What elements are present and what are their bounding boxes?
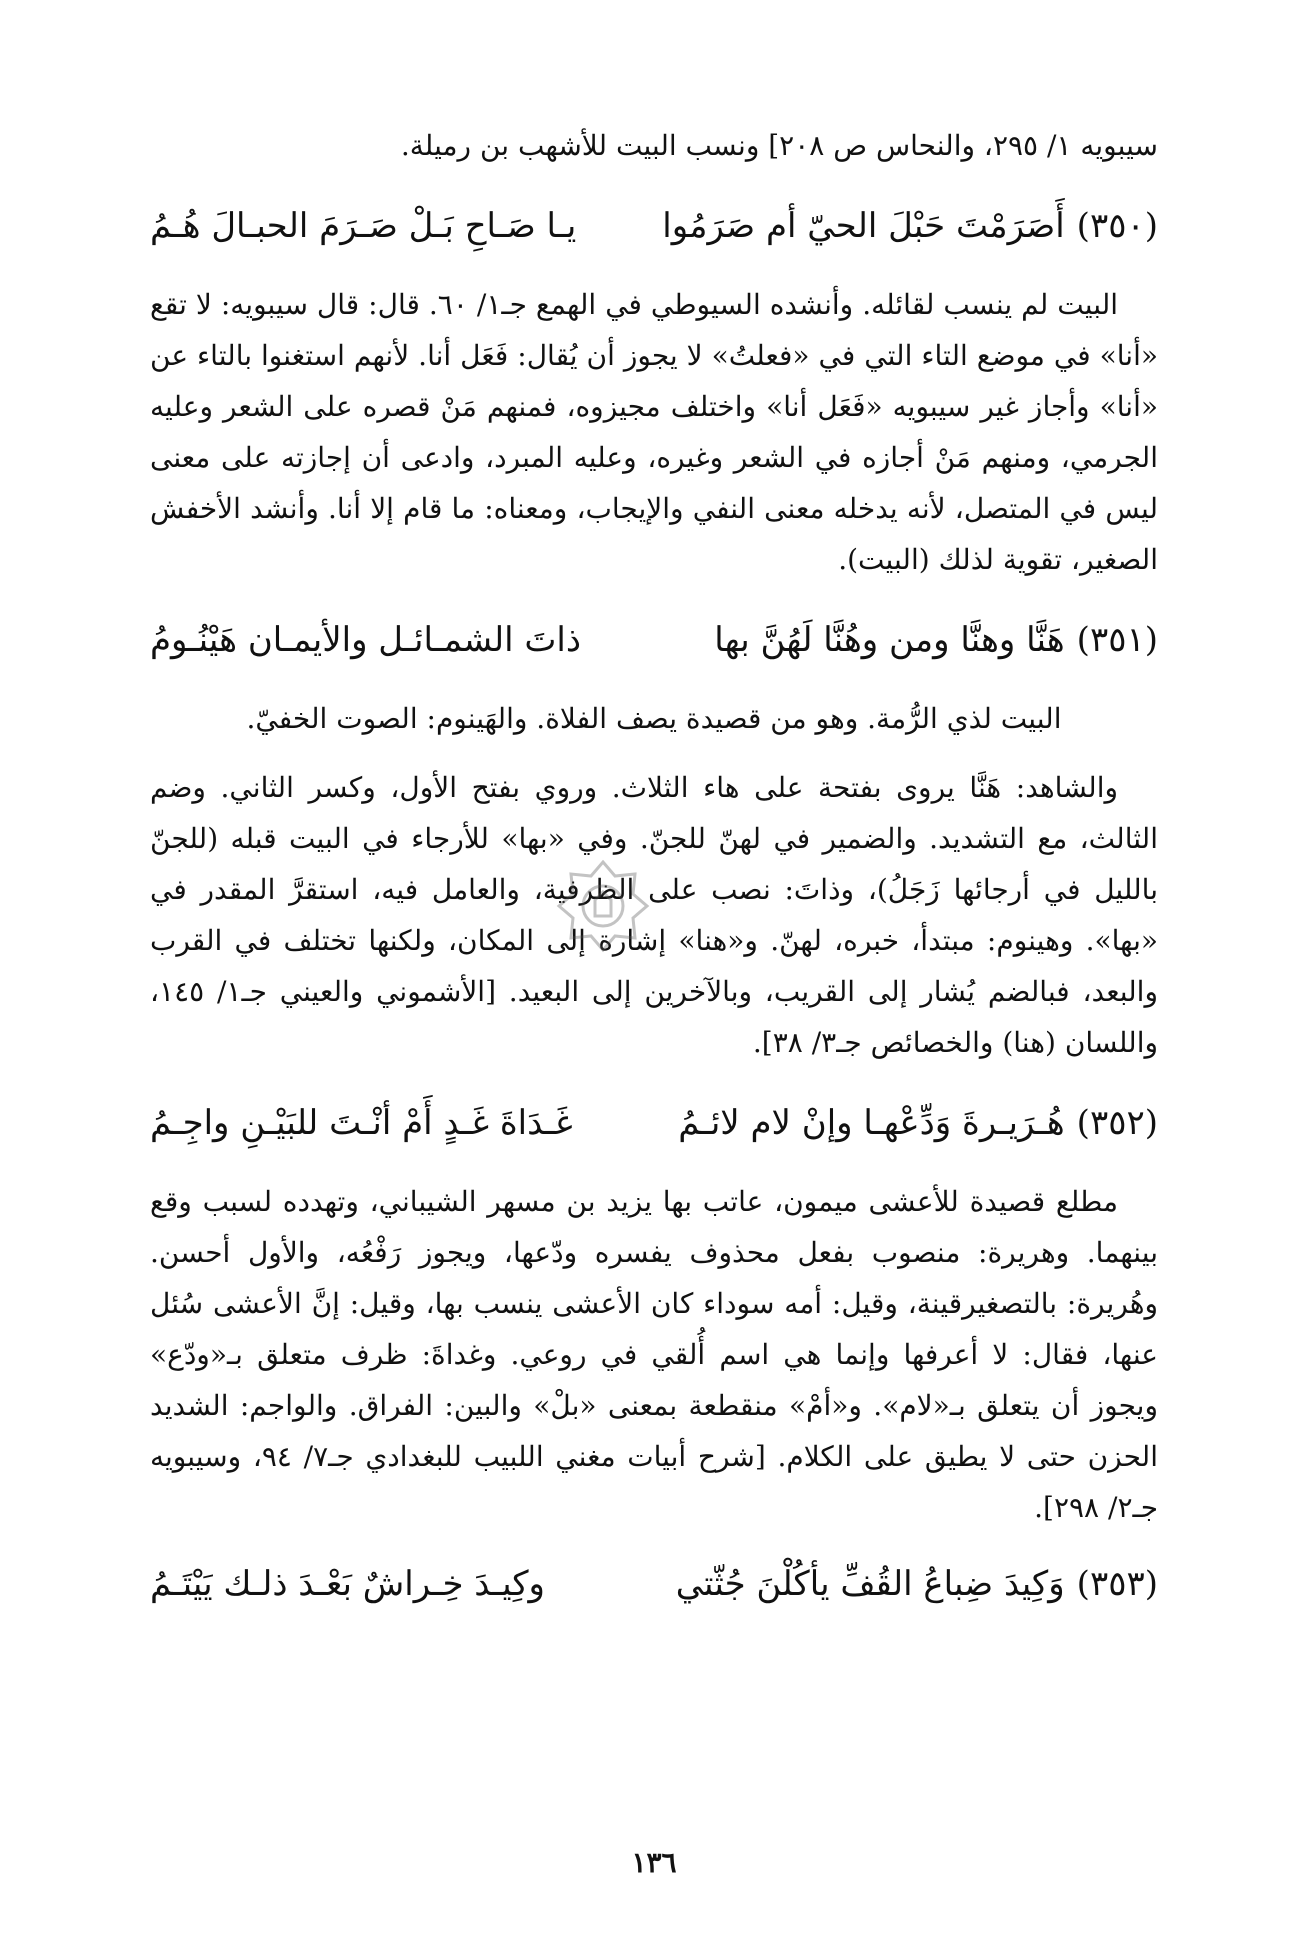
- verse-353-hemistich-2: وكِيـدَ خِـراشٌ بَعْـدَ ذلـك يَيْتَـمُ: [150, 1564, 545, 1604]
- verse-number: (٣٥٣): [1076, 1564, 1158, 1604]
- verse-number: (٣٥٢): [1076, 1103, 1158, 1143]
- verse-352-hemistich-1: (٣٥٢)هُـرَيـرةَ وَدِّعْهـا وإنْ لام لائـمُ: [678, 1103, 1158, 1143]
- verse-352: [150, 1098, 1158, 1148]
- verse-350-hemistich-1: (٣٥٠)أَصَرَمْتَ حَبْلَ الحيّ أم صَرَمُوا: [662, 206, 1158, 246]
- verse-350-hemistich-2: يـا صَـاحِ بَـلْ صَـرَمَ الحبـالَ هُـمُ: [150, 206, 577, 246]
- commentary-352: مطلع قصيدة للأعشى ميمون، عاتب بها يزيد بن مسهر الشيباني، وتهدده لسبب وقع بينهما. وهريرة: منصوب بفعل محذوف يفسره ودّعها، ويجوز رَفْعُه، والأول أحسن. وهُريرة: بالتصغيرقينة، وقيل: أمه سوداء كان الأعشى ينسب بها، وقيل: إنَّ الأعشى سُئل عنها، فقال: لا أعرفها وإنما هي اسم أُلقي في روعي. وغداةَ: ظرف متعلق بـ«ودّع» ويجوز أن يتعلق بـ«لام». و«أمْ» منقطعة بمعنى «بلْ» والبين: الفراق. والواجم: الشديد الحزن حتى لا يطيق على الكلام. [شرح أبيات مغني اللبيب للبغدادي جـ٧/ ٩٤، وسيبويه جـ٢/ ٢٩٨].: [150, 1185, 1158, 1524]
- page-number: ١٣٦: [631, 1846, 677, 1879]
- commentary-350: البيت لم ينسب لقائله. وأنشده السيوطي في الهمع جـ١/ ٦٠. قال: قال سيبويه: لا تقع «أنا» في موضع التاء التي في «فعلتُ» لا يجوز أن يُقال: فَعَل أنا. لأنهم استغنوا بالتاء عن «أنا» وأجاز غير سيبويه «فَعَل أنا» واختلف مجيزوه، فمنهم مَنْ قصره على الشعر وعليه الجرمي، ومنهم مَنْ أجازه في الشعر وغيره، وعليه المبرد، وادعى أن إجازته على معنى ليس في المتصل، لأنه يدخله معنى النفي والإيجاب، ومعناه: ما قام إلا أنا. وأنشد الأخفش الصغير، تقوية لذلك (البيت).: [150, 288, 1158, 576]
- verse-351-hemistich-2: ذاتَ الشمـائـل والأيمـان هَيْنُـومُ: [150, 620, 581, 660]
- library-seal-icon: [555, 858, 651, 954]
- verse-351: [150, 615, 1158, 665]
- commentary-351-attribution: البيت لذي الرُّمة. وهو من قصيدة يصف الفلاة. والهَينوم: الصوت الخفيّ.: [246, 702, 1062, 735]
- verse-number: (٣٥١): [1076, 620, 1158, 660]
- top-footnote: سيبويه ١/ ٢٩٥، والنحاس ص ٢٠٨] ونسب البيت للأشهب بن رميلة.: [400, 129, 1158, 162]
- verse-350: [150, 201, 1158, 251]
- verse-number: (٣٥٠): [1076, 206, 1158, 246]
- verse-352-hemistich-2: غَـدَاةَ غَـدٍ أَمْ أنْـتَ للبَيْـنِ واجِـمُ: [150, 1103, 573, 1143]
- verse-353: [150, 1559, 1158, 1609]
- commentary-351: والشاهد: هَنَّا يروى بفتحة على هاء الثلاث. وروي بفتح الأول، وكسر الثاني. وضم الثالث، مع التشديد. والضمير في لهنّ للجنّ. وفي «بها» للأرجاء في البيت قبله (للجنّ بالليل في أرجائها زَجَلُ)، وذاتَ: نصب على الظرفية، والعامل فيه، استقرَّ المقدر في «بها». وهينوم: مبتدأ، خبره، لهنّ. و«هنا» إشارة إلى المكان، ولكنها تختلف في القرب والبعد، فبالضم يُشار إلى القريب، وبالآخرين إلى البعيد. [الأشموني والعيني جـ١/ ١٤٥، واللسان (هنا) والخصائص جـ٣/ ٣٨].: [150, 771, 1158, 1059]
- verse-351-hemistich-1: (٣٥١)هَنَّا وهنَّا ومن وهُنَّا لَهُنَّ بها: [714, 620, 1158, 660]
- verse-353-hemistich-1: (٣٥٣)وَكِيدَ ضِباعُ القُفِّ يأكُلْنَ جُثّتي: [675, 1564, 1158, 1604]
